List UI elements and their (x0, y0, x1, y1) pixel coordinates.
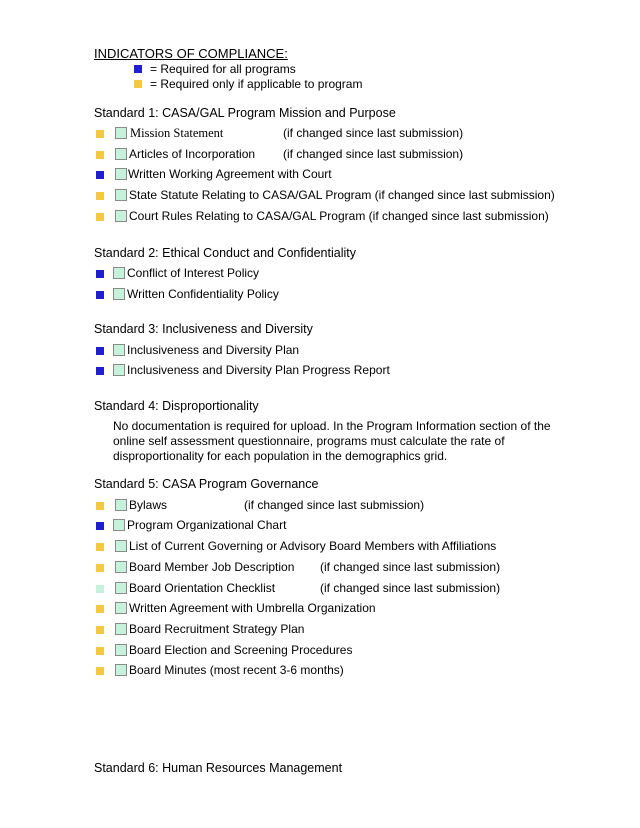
standard-5-heading: Standard 5: CASA Program Governance (94, 477, 319, 491)
item-label: Conflict of Interest Policy (127, 266, 260, 280)
item-label: Written Working Agreement with Court (128, 167, 332, 181)
item-label: Bylaws (129, 498, 168, 512)
upload-checkbox[interactable] (115, 499, 127, 511)
required-applicable-icon (96, 605, 104, 613)
upload-checkbox[interactable] (113, 344, 125, 356)
upload-checkbox[interactable] (115, 561, 127, 573)
required-all-icon (96, 291, 104, 299)
paragraph-line: No documentation is required for upload. In the Program Information section of the (113, 419, 551, 433)
required-all-icon (96, 270, 104, 278)
item-note: (if changed since last submission) (320, 560, 501, 574)
required-applicable-icon (96, 564, 104, 572)
upload-checkbox[interactable] (115, 189, 127, 201)
standard-6-heading: Standard 6: Human Resources Management (94, 761, 343, 775)
item-note: (if changed since last submission) (283, 147, 464, 161)
item-label: Board Minutes (most recent 3-6 months) (129, 663, 344, 677)
item-note: (if changed since last submission) (244, 498, 425, 512)
upload-checkbox[interactable] (115, 168, 127, 180)
required-applicable-icon (96, 192, 104, 200)
required-all-icon (96, 171, 104, 179)
legend-required-applicable: = Required only if applicable to program (150, 77, 363, 91)
upload-checkbox[interactable] (115, 602, 127, 614)
item-label: Mission Statement (130, 126, 224, 140)
item-label: Board Orientation Checklist (129, 581, 276, 595)
required-applicable-icon (134, 80, 142, 88)
upload-checkbox[interactable] (115, 127, 127, 139)
item-label: Court Rules Relating to CASA/GAL Program (if changed since last submission) (129, 209, 549, 223)
upload-checkbox[interactable] (115, 540, 127, 552)
paragraph-line: online self assessment questionnaire, programs must calculate the rate of (113, 434, 505, 448)
upload-checkbox[interactable] (115, 210, 127, 222)
upload-checkbox[interactable] (113, 267, 125, 279)
required-all-icon (134, 65, 142, 73)
standard-4-text (113, 419, 553, 464)
item-label: Program Organizational Chart (127, 518, 287, 532)
required-applicable-icon (96, 543, 104, 551)
item-label: Written Agreement with Umbrella Organization (129, 601, 376, 615)
required-applicable-icon (96, 213, 104, 221)
item-label: Inclusiveness and Diversity Plan Progress Report (127, 363, 390, 377)
standard-2-heading: Standard 2: Ethical Conduct and Confidentiality (94, 246, 356, 260)
item-label: Written Confidentiality Policy (127, 287, 279, 301)
item-label: Board Election and Screening Procedures (129, 643, 353, 657)
item-label: Inclusiveness and Diversity Plan (127, 343, 300, 357)
required-all-icon (96, 522, 104, 530)
upload-checkbox[interactable] (113, 288, 125, 300)
required-all-icon (96, 367, 104, 375)
item-note: (if changed since last submission) (320, 581, 501, 595)
item-label: Board Recruitment Strategy Plan (129, 622, 305, 636)
standard-1-heading: Standard 1: CASA/GAL Program Mission and Purpose (94, 106, 396, 120)
required-applicable-icon (96, 151, 104, 159)
upload-checkbox[interactable] (115, 623, 127, 635)
item-label: Articles of Incorporation (129, 147, 256, 161)
standard-4-heading: Standard 4: Disproportionality (94, 399, 259, 413)
standard-3-heading: Standard 3: Inclusiveness and Diversity (94, 322, 313, 336)
required-all-icon (96, 347, 104, 355)
upload-checkbox[interactable] (113, 364, 125, 376)
required-applicable-icon (96, 667, 104, 675)
required-applicable-icon (96, 626, 104, 634)
indicators-title: INDICATORS OF COMPLIANCE: (94, 46, 288, 61)
required-applicable-icon (96, 502, 104, 510)
upload-checkbox[interactable] (115, 582, 127, 594)
item-note: (if changed since last submission) (283, 126, 464, 140)
upload-checkbox[interactable] (115, 664, 127, 676)
legend-required-all: = Required for all programs (150, 62, 296, 76)
item-label: State Statute Relating to CASA/GAL Program (if changed since last submission) (129, 188, 555, 202)
required-applicable-icon (96, 647, 104, 655)
not-required-icon (96, 585, 104, 593)
upload-checkbox[interactable] (113, 519, 125, 531)
required-applicable-icon (96, 130, 104, 138)
paragraph-line: disproportionality for each population in the demographics grid. (113, 449, 448, 463)
item-label: List of Current Governing or Advisory Board Members with Affiliations (129, 539, 497, 553)
item-label: Board Member Job Description (129, 560, 295, 574)
upload-checkbox[interactable] (115, 148, 127, 160)
upload-checkbox[interactable] (115, 644, 127, 656)
